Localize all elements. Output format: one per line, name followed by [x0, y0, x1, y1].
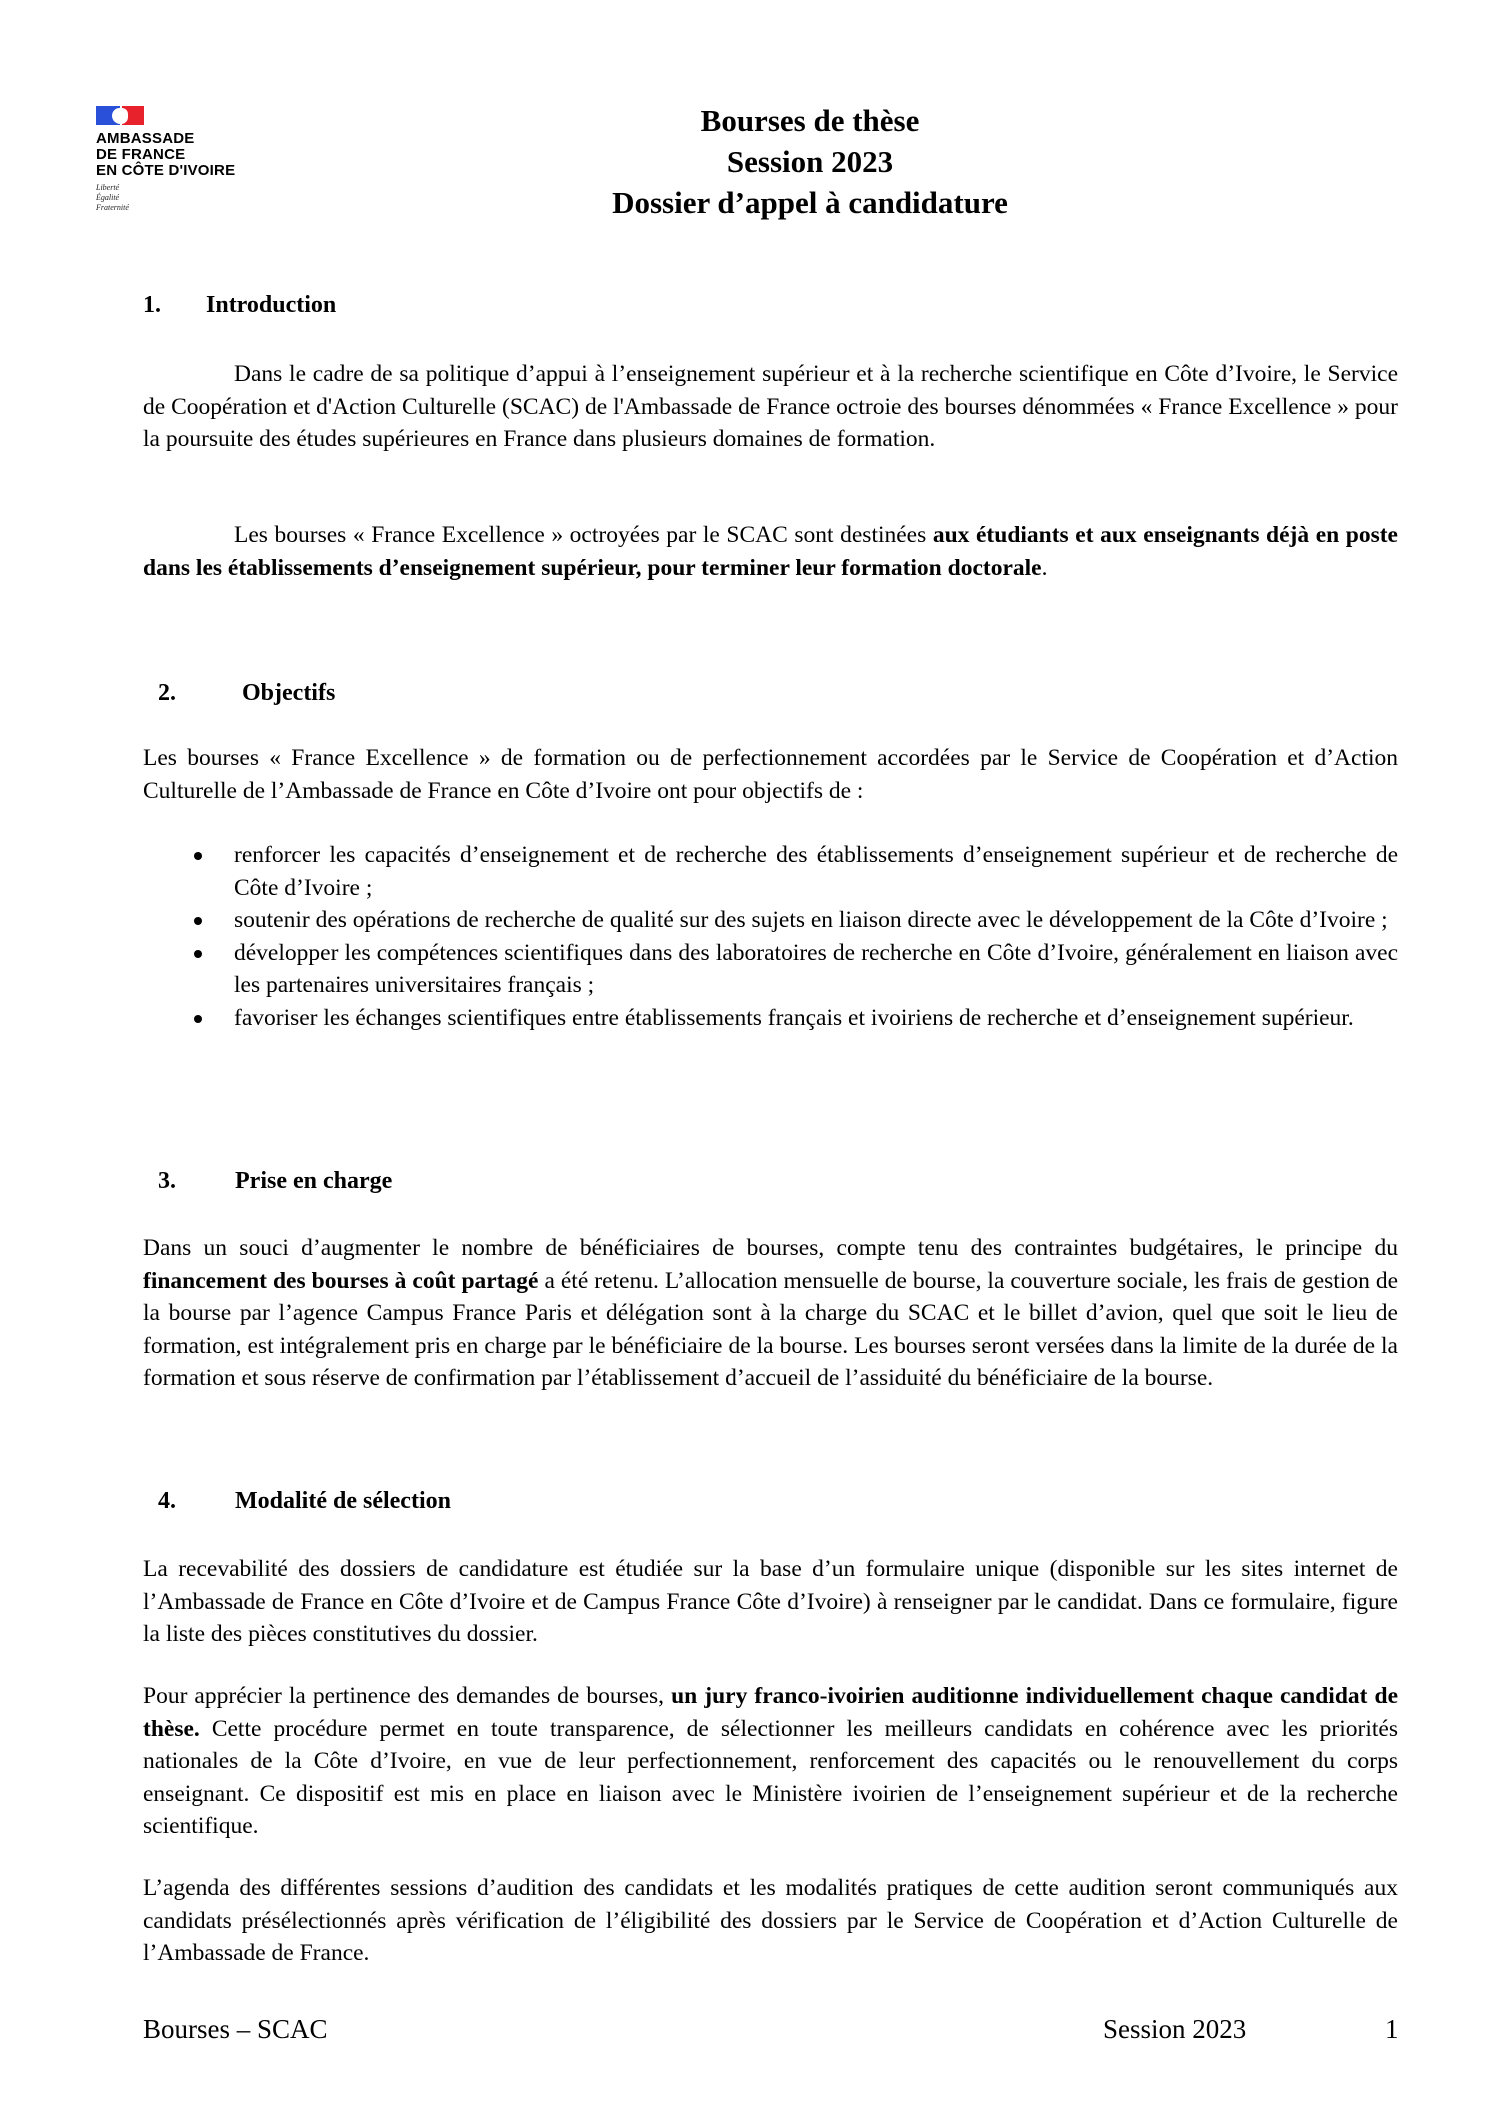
section-heading-introduction: 1. Introduction [143, 292, 337, 318]
page-number: 1 [1385, 2014, 1399, 2044]
bullet-icon [194, 1015, 202, 1023]
section-heading-modalite-selection: 4. Modalité de sélection [158, 1488, 451, 1514]
marianne-flag-icon [96, 106, 144, 125]
selection-paragraph-3: L’agenda des différentes sessions d’audition des candidats et les modalités pratiques de cette audition seront communiqués aux candidats présélectionnés après vérification de l’éligibilité des dossiers par le Service de Coopération et d’Action Culturelle de l’Ambassade de France. [143, 1875, 1398, 1966]
selection-paragraph-1: La recevabilité des dossiers de candidature est étudiée sur la base d’un formulaire unique (disponible sur les sites internet de l’Ambassade de France en Côte d’Ivoire et de Campus France Côte d’Ivoire) à renseigner par le candidat. Dans ce formulaire, figure la liste des pièces constitutives du dossier. [143, 1556, 1398, 1647]
bullet-icon [194, 950, 202, 958]
bullet-icon [194, 917, 202, 925]
intro-paragraph-1: Dans le cadre de sa politique d’appui à l’enseignement supérieur et à la recherche scientifique en Côte d’Ivoire, le Service de Coopération et d'Action Culturelle (SCAC) de l'Ambassade de France octroie des bourses dénommées « France Excellence » pour la poursuite des études supérieures en France dans plusieurs domaines de formation. [143, 361, 1398, 452]
logo-org-name: AMBASSADE DE FRANCE EN CÔTE D'IVOIRE [96, 130, 236, 179]
list-item: soutenir des opérations de recherche de qualité sur des sujets en liaison directe avec le développement de la Côte d’Ivoire ; [186, 904, 1398, 937]
selection-paragraph-2: Pour apprécier la pertinence des demandes de bourses, un jury franco-ivoirien auditionne individuellement chaque candidat de thèse. Cette procédure permet en toute transparence, de sélectionner les meilleurs candidats en cohérence avec les priorités nationales de la Côte d’Ivoire, en vue de leur perfectionnement, renforcement des capacités ou le renouvellement du corps enseignant. Ce dispositif est mis en place en liaison avec le Ministère ivoirien de l’enseignement supérieur et de la recherche scientifique. [143, 1683, 1399, 1839]
title-line-1: Bourses de thèse [700, 103, 920, 138]
intro-paragraph-2: Les bourses « France Excellence » octroyées par le SCAC sont destinées aux étudiants et aux enseignants déjà en poste dans les établissements d’enseignement supérieur, pour terminer leur formation doctorale. [143, 522, 1398, 581]
bullet-icon [194, 852, 202, 860]
title-line-2: Session 2023 [726, 144, 894, 179]
footer-left: Bourses – SCAC [143, 2014, 328, 2044]
list-item: développer les compétences scientifiques dans des laboratoires de recherche en Côte d’Ivoire, généralement en liaison avec les partenaires universitaires français ; [186, 937, 1398, 1002]
list-item: favoriser les échanges scientifiques entre établissements français et ivoiriens de recherche et d’enseignement supérieur. [186, 1002, 1398, 1035]
prise-en-charge-paragraph: Dans un souci d’augmenter le nombre de bénéficiaires de bourses, compte tenu des contraintes budgétaires, le principe du financement des bourses à coût partagé a été retenu. L’allocation mensuelle de bourse, la couverture sociale, les frais de gestion de la bourse par l’agence Campus France Paris et délégation sont à la charge du SCAC et le billet d’avion, quel que soit le lieu de formation, est intégralement pris en charge par le bénéficiaire de la bourse. Les bourses seront versées dans la limite de la durée de la formation et sous réserve de confirmation par l’établissement d’accueil de l’assiduité du bénéficiaire de la bourse. [143, 1235, 1398, 1391]
document-title [510, 100, 1110, 223]
embassy-logo [96, 106, 296, 213]
logo-motto: Liberté Égalité Fraternité [96, 183, 129, 212]
section-heading-objectifs: 2. Objectifs [158, 680, 336, 706]
title-line-3: Dossier d’appel à candidature [612, 185, 1008, 220]
objectifs-intro: Les bourses « France Excellence » de formation ou de perfectionnement accordées par le Service de Coopération et d’Action Culturelle de l’Ambassade de France en Côte d’Ivoire ont pour objectifs de : [143, 745, 1398, 804]
section-heading-prise-en-charge: 3. Prise en charge [158, 1168, 393, 1194]
list-item: renforcer les capacités d’enseignement et de recherche des établissements d’enseignement supérieur et de recherche de Côte d’Ivoire ; [186, 839, 1398, 904]
objectifs-list [186, 839, 1398, 1034]
footer-session: Session 2023 [1103, 2014, 1247, 2044]
